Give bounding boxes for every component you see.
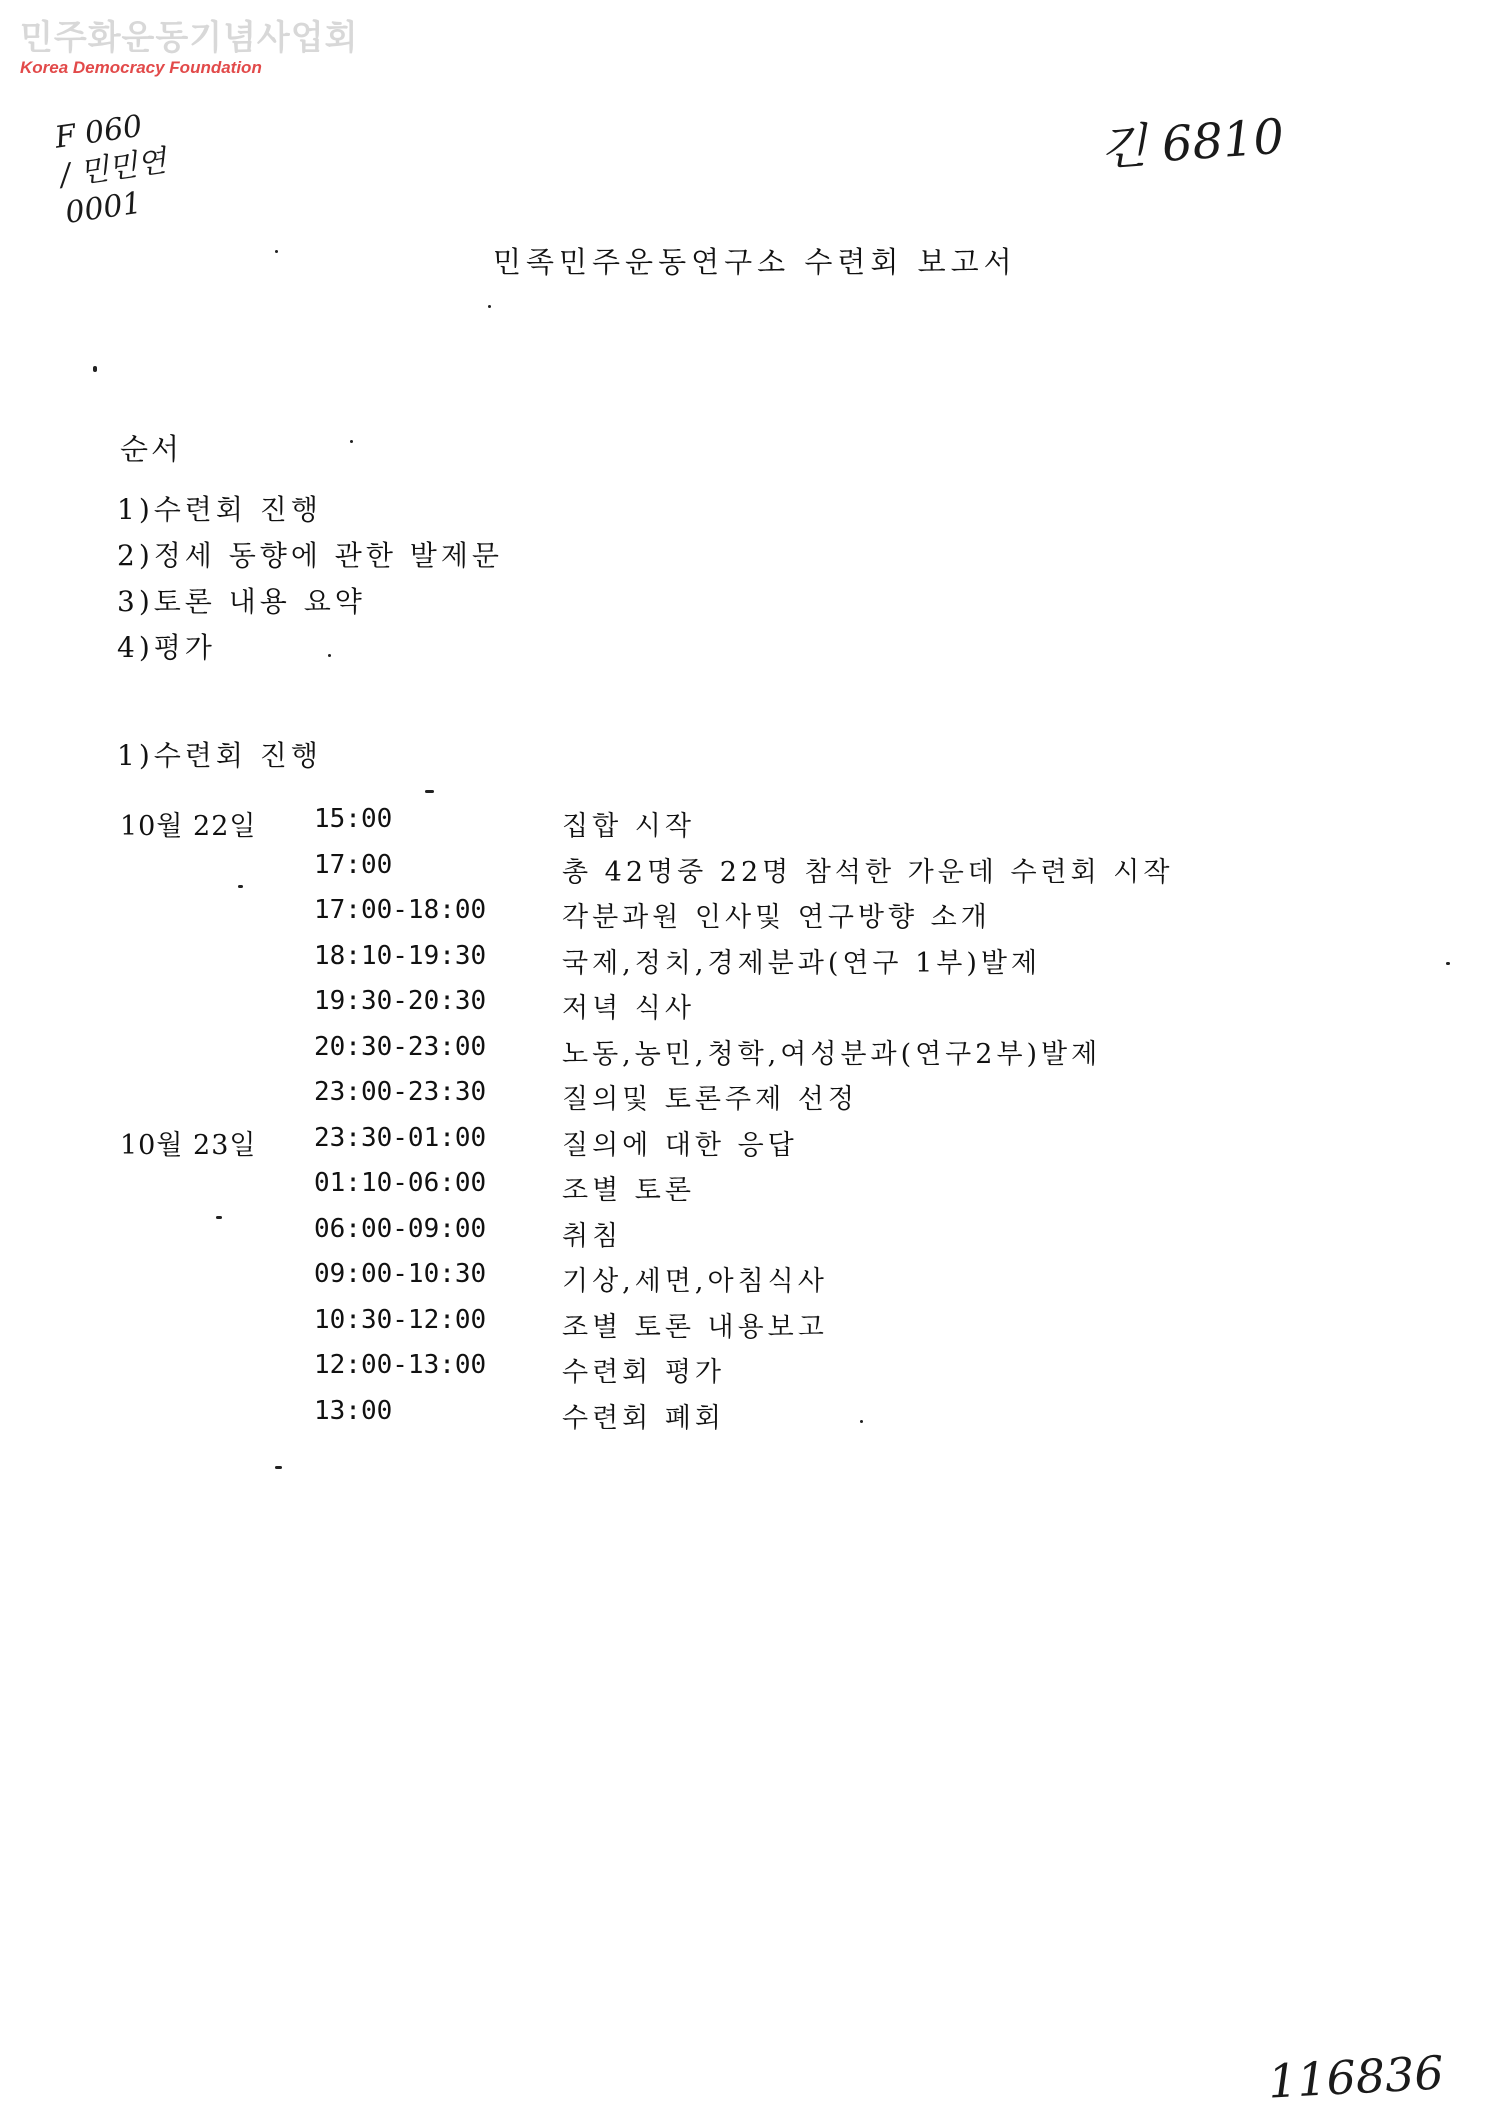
foundation-watermark [20, 18, 358, 78]
document-title: 민족민주운동연구소 수련회 보고서 [493, 245, 1017, 279]
schedule-row [0, 1123, 1485, 1169]
schedule-row [0, 804, 1485, 850]
scan-speck [425, 790, 434, 793]
schedule-time: 15:00 [314, 804, 393, 834]
schedule-event: 조별 토론 내용보고 [562, 1311, 828, 1343]
schedule-event: 조별 토론 [562, 1175, 695, 1206]
schedule-event: 수련회 평가 [562, 1357, 725, 1388]
scan-speck [328, 654, 331, 657]
toc-item: 4)평가 [117, 631, 216, 664]
archive-code-line-1: F 060 [52, 108, 145, 156]
schedule-row [0, 1214, 1485, 1260]
schedule-row [0, 850, 1485, 896]
schedule-row [0, 1350, 1485, 1396]
schedule-row [0, 1032, 1485, 1078]
scan-speck [275, 1466, 282, 1469]
schedule-event: 질의에 대한 응답 [562, 1129, 798, 1161]
scan-speck [238, 885, 243, 888]
schedule-time: 01:10-06:00 [314, 1168, 487, 1198]
schedule-time: 18:10-19:30 [314, 940, 487, 971]
archive-code-line-2: / 민민연 [58, 143, 169, 194]
schedule-event: 취침 [562, 1220, 623, 1252]
archive-code-line-3: 0001 [63, 185, 144, 231]
handwritten-reference: 긴 6810 [1098, 108, 1286, 178]
handwritten-page-number: 116836 [1266, 2045, 1445, 2109]
schedule-time: 17:00-18:00 [314, 895, 487, 925]
schedule-time: 09:00-10:30 [314, 1259, 487, 1289]
scan-speck [93, 366, 97, 372]
schedule-time: 23:00-23:30 [314, 1077, 487, 1107]
schedule-time: 20:30-23:00 [314, 1031, 487, 1062]
schedule-row [0, 1396, 1485, 1442]
schedule-event: 국제,정치,경제분과(연구 1부)발제 [562, 947, 1042, 979]
section-title: 1)수련회 진행 [117, 739, 322, 772]
scan-speck [350, 440, 353, 443]
schedule-time: 10:30-12:00 [314, 1304, 487, 1335]
toc-heading: 순서 [120, 432, 183, 466]
scan-speck [488, 305, 491, 308]
scan-speck [275, 250, 278, 253]
schedule-event: 각분과원 인사및 연구방향 소개 [562, 902, 991, 933]
schedule-time: 12:00-13:00 [314, 1350, 487, 1380]
schedule-event: 수련회 폐회 [562, 1402, 725, 1434]
schedule-time: 19:30-20:30 [314, 986, 487, 1016]
schedule-event: 기상,세면,아침식사 [562, 1266, 828, 1297]
toc-list [117, 487, 503, 671]
schedule-row [0, 1077, 1485, 1123]
handwritten-archive-code [53, 105, 174, 233]
schedule-table [0, 804, 1485, 1441]
toc-item: 1)수련회 진행 [117, 493, 322, 526]
schedule-event: 저녁 식사 [562, 993, 695, 1024]
toc-item: 3)토론 내용 요약 [117, 585, 366, 618]
scan-speck [1446, 962, 1450, 965]
scan-speck [216, 1216, 222, 1219]
watermark-korean: 민주화운동기념사업회 [20, 18, 359, 58]
schedule-event: 총 42명중 22명 참석한 가운데 수련회 시작 [562, 856, 1174, 888]
schedule-time: 17:00 [314, 849, 393, 880]
scan-speck [860, 1420, 863, 1423]
schedule-event: 질의및 토론주제 선정 [562, 1084, 858, 1115]
schedule-row [0, 941, 1485, 987]
watermark-english: Korea Democracy Foundation [20, 58, 262, 77]
schedule-row [0, 1259, 1485, 1305]
schedule-row [0, 895, 1485, 941]
schedule-date: 10월 23일 [120, 1129, 257, 1161]
schedule-event: 노동,농민,청학,여성분과(연구2부)발제 [562, 1038, 1102, 1070]
schedule-row [0, 1305, 1485, 1351]
schedule-date: 10월 22일 [120, 811, 257, 842]
schedule-event: 집합 시작 [562, 811, 695, 842]
schedule-time: 23:30-01:00 [314, 1122, 487, 1153]
schedule-time: 06:00-09:00 [314, 1213, 487, 1244]
schedule-row [0, 986, 1485, 1032]
schedule-row [0, 1168, 1485, 1214]
toc-item: 2)정세 동향에 관한 발제문 [117, 539, 503, 572]
schedule-time: 13:00 [314, 1395, 393, 1426]
